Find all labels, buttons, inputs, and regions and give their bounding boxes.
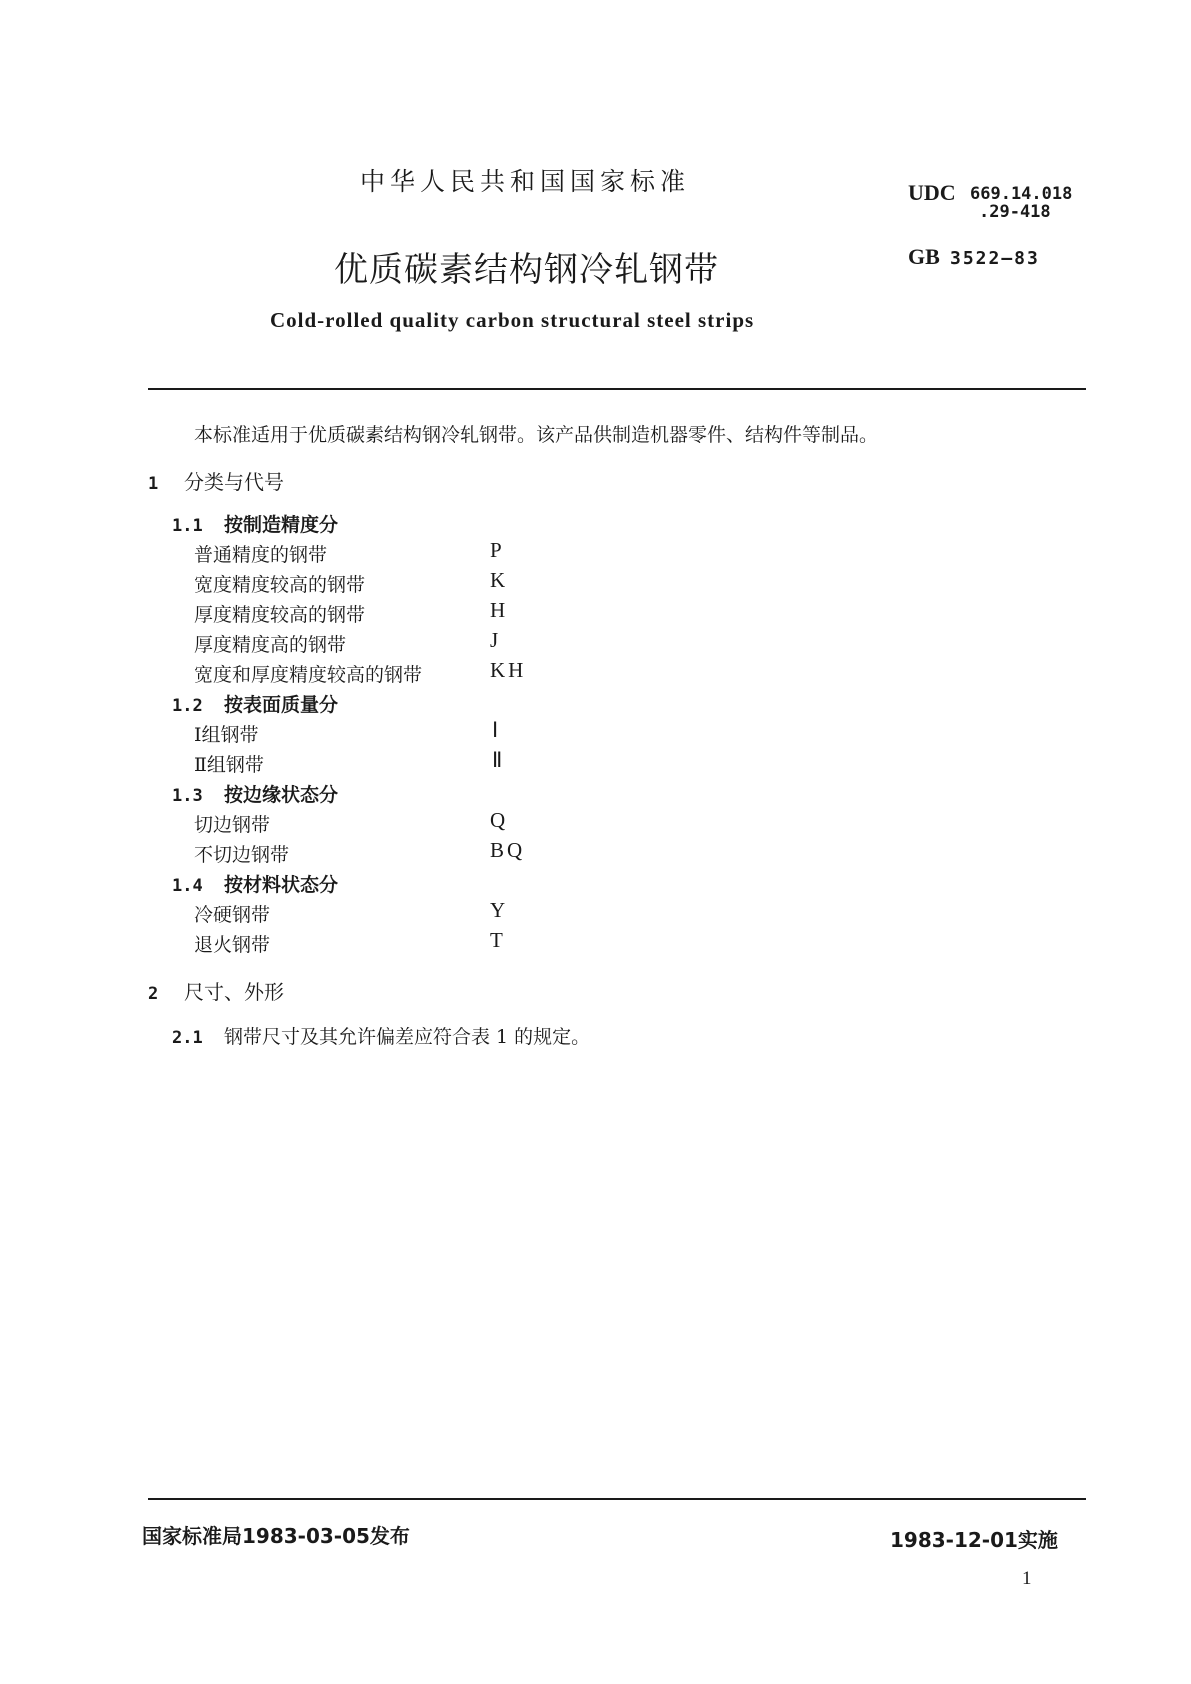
header-divider bbox=[148, 388, 1086, 390]
list-item-code: P bbox=[490, 538, 502, 562]
list-item-label: 宽度和厚度精度较高的钢带 bbox=[194, 664, 423, 686]
list-item-label: Ⅰ组钢带 bbox=[194, 724, 259, 746]
udc-code-line1: 669.14.018 bbox=[970, 184, 1073, 204]
list-item-label: 厚度精度高的钢带 bbox=[194, 634, 347, 656]
list-item-code: BQ bbox=[490, 838, 526, 862]
subsection-1-1-heading bbox=[172, 510, 338, 537]
issue-date: 国家标准局1983-03-05发布 bbox=[142, 1524, 410, 1548]
page-number: 1 bbox=[1022, 1568, 1032, 1589]
subsection-1-1-title: 按制造精度分 bbox=[224, 514, 339, 536]
subsection-1-3-title: 按边缘状态分 bbox=[224, 784, 339, 806]
subsection-1-3-heading bbox=[172, 780, 338, 807]
list-item-code: Ⅱ bbox=[492, 748, 503, 772]
subsection-1-1-number: 1.1 bbox=[172, 516, 203, 536]
list-item-label: 宽度精度较高的钢带 bbox=[194, 574, 366, 596]
clause-2-1-number: 2.1 bbox=[172, 1028, 203, 1048]
list-item-label: 厚度精度较高的钢带 bbox=[194, 604, 366, 626]
section-1-heading bbox=[148, 466, 284, 495]
subsection-1-4-heading bbox=[172, 870, 338, 897]
udc-label: UDC bbox=[908, 180, 956, 205]
subsection-1-3-number: 1.3 bbox=[172, 786, 203, 806]
list-item-label: 冷硬钢带 bbox=[194, 904, 271, 926]
subsection-1-2-heading bbox=[172, 690, 338, 717]
list-item-code: K bbox=[490, 568, 506, 592]
section-2-number: 2 bbox=[148, 984, 159, 1004]
intro-paragraph: 本标准适用于优质碳素结构钢冷轧钢带。该产品供制造机器零件、结构件等制品。 bbox=[194, 424, 879, 446]
list-item-code: T bbox=[490, 928, 503, 952]
list-item-label: Ⅱ组钢带 bbox=[194, 754, 264, 776]
document-title-cn: 优质碳素结构钢冷轧钢带 bbox=[334, 250, 719, 290]
section-2-title: 尺寸、外形 bbox=[184, 980, 284, 1004]
section-1-number: 1 bbox=[148, 474, 159, 494]
list-item-code: Y bbox=[490, 898, 506, 922]
document-title-en: Cold-rolled quality carbon structural steel strips bbox=[270, 308, 755, 332]
list-item-code: H bbox=[490, 598, 506, 622]
subsection-1-2-title: 按表面质量分 bbox=[224, 694, 339, 716]
subsection-1-4-number: 1.4 bbox=[172, 876, 203, 896]
list-item-code: Q bbox=[490, 808, 506, 832]
list-item-label: 切边钢带 bbox=[194, 814, 271, 836]
section-2-heading bbox=[148, 976, 284, 1005]
list-item-code: Ⅰ bbox=[492, 718, 499, 742]
subsection-1-2-number: 1.2 bbox=[172, 696, 203, 716]
effective-date: 1983-12-01实施 bbox=[890, 1528, 1058, 1552]
list-item-label: 不切边钢带 bbox=[194, 844, 290, 866]
footer-divider bbox=[148, 1498, 1086, 1500]
list-item-code: J bbox=[490, 628, 499, 652]
clause-2-1 bbox=[172, 1022, 590, 1049]
section-1-title: 分类与代号 bbox=[184, 470, 284, 494]
subsection-1-4-title: 按材料状态分 bbox=[224, 874, 339, 896]
clause-2-1-text: 钢带尺寸及其允许偏差应符合表 1 的规定。 bbox=[224, 1026, 591, 1048]
gb-number: 3522—83 bbox=[950, 248, 1040, 269]
list-item-label: 退火钢带 bbox=[194, 934, 271, 956]
gb-label: GB bbox=[908, 244, 940, 269]
national-standard-heading: 中华人民共和国国家标准 bbox=[360, 167, 691, 196]
udc-code-line2: .29-418 bbox=[979, 202, 1051, 222]
list-item-code: KH bbox=[490, 658, 527, 682]
list-item-label: 普通精度的钢带 bbox=[194, 544, 328, 566]
